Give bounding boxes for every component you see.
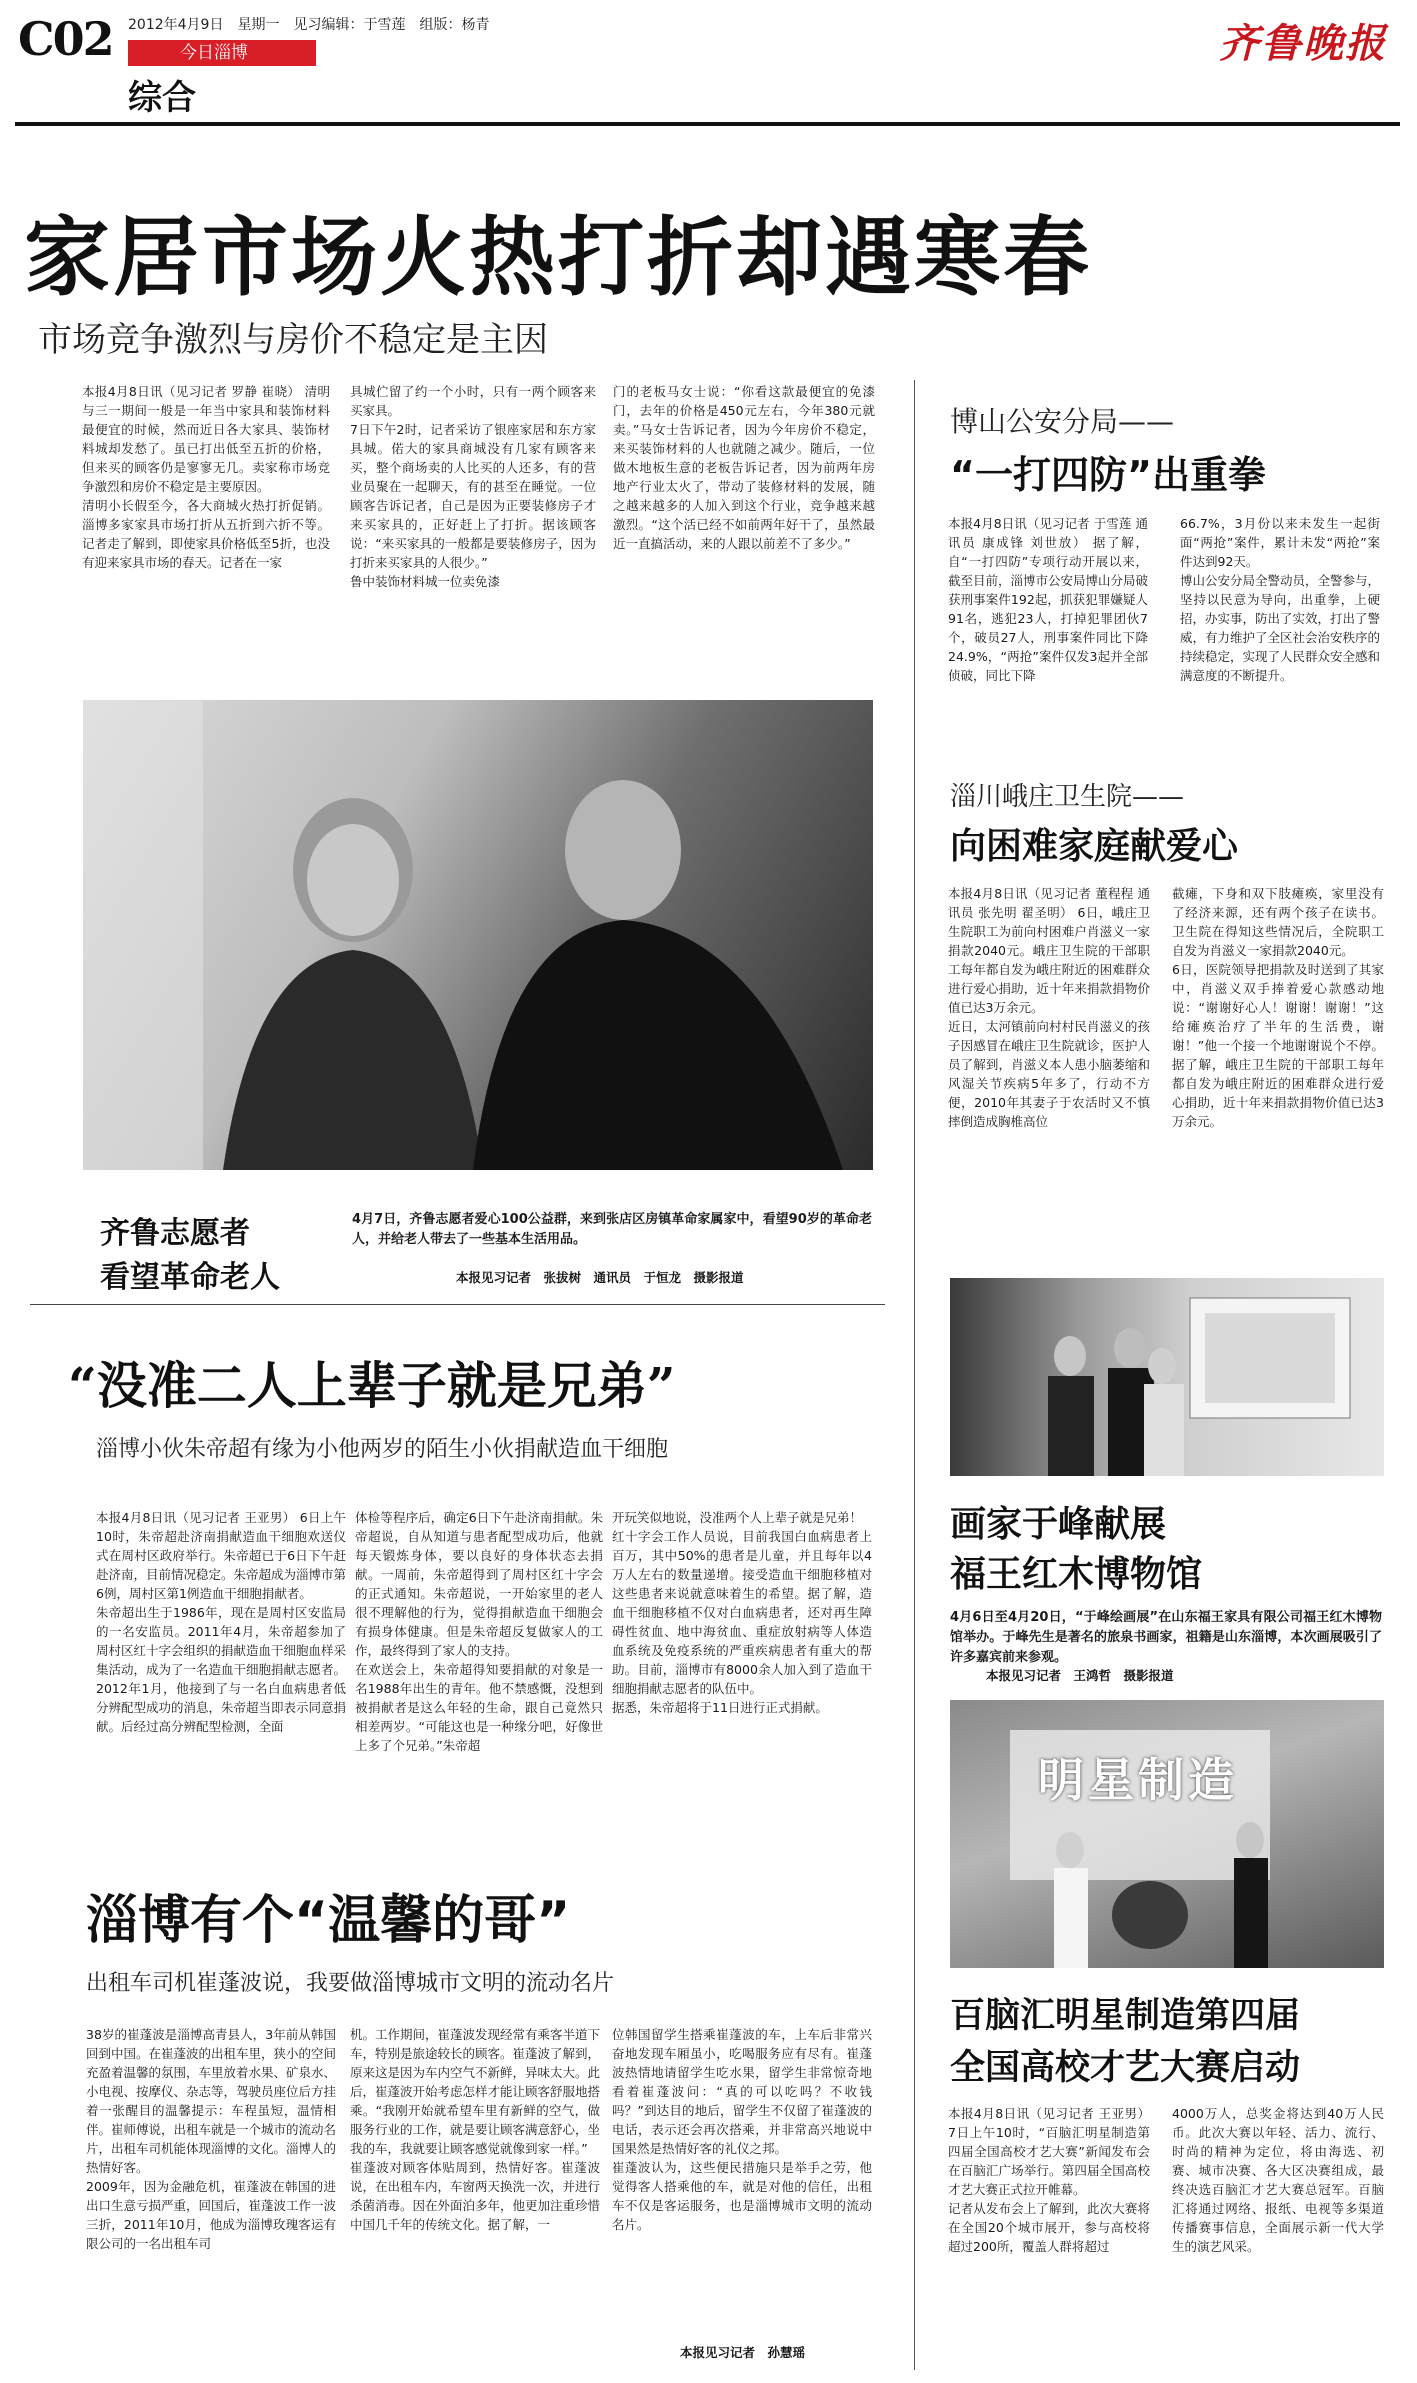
police-col1-text: 本报4月8日讯（见习记者 于雪莲 通讯员 康成锋 刘世放） 据了解，自“一打四防”专项行动开展以来，截至目前，淄博市公安局博山分局破获刑事案件192起，抓获犯罪嫌疑人91名，逃犯23人，打掉犯罪团伙7个，破员27人，刑事案件同比下降24.9%，“两抢”案件仅发3起并全部侦破，同比下降 — [948, 516, 1148, 683]
driver-column-1 — [86, 2025, 336, 2355]
section-name: 综合 — [128, 78, 196, 118]
lead-col3-text: 门的老板马女士说：“你看这款最便宜的免漆门，去年的价格是450元左右，今年380元就卖。”马女士告诉记者，因为今年房价不稳定，来买装饰材料的人也就随之减少。随后，一位做木地板生意的老板告诉记者，因为前两年房地产行业太火了，带动了装修材料的发展，随之越来越多的人加入到这个行业，竞争越来越激烈。“这个活已经不如前两年好干了，虽然最近一直搞活动，来的人跟以前差不了多少。” — [613, 384, 875, 551]
painter-title-line-2: 福王红木博物馆 — [950, 1554, 1203, 1595]
contest-photo-scene — [950, 1700, 1384, 1968]
driver-column-2 — [350, 2025, 600, 2355]
lead-headline: 家居市场火热打折却遇寒春 — [24, 207, 1092, 308]
contest-headline-line-1: 百脑汇明星制造第四届 — [950, 1996, 1301, 2036]
lead-column-1 — [82, 382, 330, 687]
page-code: C02 — [18, 12, 113, 66]
contest-photo — [950, 1700, 1384, 1968]
brothers-headline: “没准二人上辈子就是兄弟” — [68, 1356, 676, 1415]
painter-photo-scene — [950, 1278, 1384, 1476]
lead-subhead: 市场竞争激烈与房价不稳定是主因 — [38, 320, 548, 360]
contest-column-2 — [1172, 2104, 1384, 2372]
clinic-col2-text: 截瘫，下身和双下肢瘫痪，家里没有了经济来源，还有两个孩子在读书。卫生院在得知这些情况后，全院职工自发为肖滋义一家捐款2040元。 6日，医院领导把捐款及时送到了其家中，肖滋义双手捧着爱心款感动地说：“谢谢好心人！谢谢！谢谢！”这给瘫痪治疗了半年的生活费，谢谢！”他一个接一个地谢谢说个不停。据了解，峨庄卫生院的干部职工每年都自发为峨庄附近的困难群众进行爱心捐助，近十年来捐款捐物价值已达3万余元。 — [1172, 886, 1384, 1129]
police-column-1 — [948, 514, 1148, 749]
driver-col2-text: 机。工作期间，崔蓬波发现经常有乘客半道下车，特别是旅途较长的顾客。崔蓬波了解到，原来这是因为车内空气不新鲜，异味太大。此后，崔蓬波开始考虑怎样才能让顾客舒服地搭乘。“我刚开始就希望车里有新鲜的空气，做服务行业的工作，就是要让顾客满意舒心，坐我的车，我就要让顾客感觉就像到家一样。” 崔蓬波对顾客体贴周到，热情好客。崔蓬波说，在出租车内，车窗两天换洗一次，并进行杀菌消毒。因在外面泊多年，他更加注重珍惜中国几千年的传统文化。据了解，一 — [350, 2027, 600, 2232]
police-headline: “一打四防”出重拳 — [950, 453, 1266, 497]
paper-logo: 齐鲁晚报 — [1219, 20, 1387, 67]
contest-headline-line-2: 全国高校才艺大赛启动 — [950, 2048, 1301, 2088]
brothers-column-3 — [612, 1508, 872, 1842]
painter-title-line-1: 画家于峰献展 — [950, 1504, 1167, 1545]
volunteer-caption: 4月7日，齐鲁志愿者爱心100公益群，来到张店区房镇革命家属家中，看望90岁的革命老人，并给老人带去了一些基本生活用品。 — [352, 1212, 872, 1247]
volunteer-photo — [83, 700, 873, 1170]
contest-column-1 — [948, 2104, 1150, 2372]
volunteer-photo-figures — [83, 700, 873, 1170]
driver-subhead: 出租车司机崔蓬波说，我要做淄博城市文明的流动名片 — [86, 1971, 615, 1996]
date-line: 2012年4月9日 星期一 见习编辑：于雪莲 组版：杨青 — [128, 17, 490, 33]
brothers-column-2 — [355, 1508, 603, 1842]
police-col2-text: 66.7%，3月份以来未发生一起街面“两抢”案件，累计未发“两抢”案件达到92天。 博山公安分局全警动员，全警参与，坚持以民意为导向，出重拳，上硬招，办实事，防出了实效，打出了警威，有力维护了全区社会治安秩序的持续稳定，实现了人民群众安全感和满意度的不断提升。 — [1180, 516, 1380, 683]
volunteer-credit: 本报见习记者 张拔树 通讯员 于恒龙 摄影报道 — [456, 1270, 744, 1285]
brothers-col2-text: 体检等程序后，确定6日下午赴济南捐献。朱帝超说，自从知道与患者配型成功后，他就每天锻炼身体，要以良好的身体状态去捐献。一周前，朱帝超得到了周村区红十字会的正式通知。朱帝超说，一开始家里的老人很不理解他的行为，觉得捐献造血干细胞会有损身体健康。但是朱帝超反复做家人的工作，最终得到了家人的支持。 在欢送会上，朱帝超得知要捐献的对象是一名1988年出生的青年。他不禁感慨，没想到被捐献者是这么年轻的生命，跟自己竟然只相差两岁。“可能这也是一种缘分吧，好像世上多了个兄弟。”朱帝超 — [355, 1510, 603, 1753]
painter-photo — [950, 1278, 1384, 1476]
police-kicker: 博山公安分局—— — [950, 405, 1175, 438]
lead-column-2 — [350, 382, 596, 687]
volunteer-title-line-1: 齐鲁志愿者 — [100, 1216, 250, 1251]
driver-column-3 — [612, 2025, 872, 2335]
lead-col2-text: 具城伫留了约一个小时，只有一两个顾客来买家具。 7日下午2时，记者采访了银座家居和东方家具城。偌大的家具商城没有几家有顾客来买，整个商场卖的人比买的人还多，有的营业员聚在一起聊天，有的甚至在睡觉。一位顾客告诉记者，自己是因为正要装修房子才来买家具的，正好赶上了打折。据该顾客说：“来买家具的一般都是要装修房子，因为打折来买家具的人很少。” 鲁中装饰材料城一位卖免漆 — [350, 384, 596, 589]
clinic-col1-text: 本报4月8日讯（见习记者 董程程 通讯员 张先明 翟圣明） 6日，峨庄卫生院职工为前向村困难户肖滋义一家捐款2040元。峨庄卫生院的干部职工每年都自发为峨庄附近的困难群众进行爱心捐助，近十年来捐款捐物价值已达3万余元。 近日，太河镇前向村村民肖滋义的孩子因感冒在峨庄卫生院就诊，医护人员了解到，肖滋义本人患小脑萎缩和风湿关节疾病5年多了，行动不方便，2010年其妻子于农活时又不慎摔倒造成胸椎高位 — [948, 886, 1150, 1129]
right-column-divider — [914, 380, 915, 2370]
driver-col1-text: 38岁的崔蓬波是淄博高青县人，3年前从韩国回到中国。在崔蓬波的出租车里，狭小的空间充盈着温馨的氛围，车里放着水果、矿泉水、小电视、按摩仪、杂志等，驾驶员座位后方挂着一张醒目的温馨提示：车程虽短，温情相伴。崔师傅说，出租车就是一个城市的流动名片，出租车司机能体现淄博的文化。淄博人的热情好客。 2009年，因为金融危机，崔蓬波在韩国的进出口生意亏损严重，回国后，崔蓬波工作一波三折，2011年10月，他成为淄博玫瑰客运有限公司的一名出租车司 — [86, 2027, 336, 2251]
brothers-col1-text: 本报4月8日讯（见习记者 王亚男） 6日上午10时，朱帝超赴济南捐献造血干细胞欢送仪式在周村区政府举行。朱帝超已于6日下午赶赴济南，目前情况稳定。朱帝超成为淄博市第6例，周村区第1例造血干细胞捐献者。 朱帝超出生于1986年，现在是周村区安监局的一名安监员。2011年4月，朱帝超参加了周村区红十字会组织的捐献造血干细胞血样采集活动，成为了一名造血干细胞捐献志愿者。2012年1月，他接到了与一名白血病患者低分辨配型成功的消息，朱帝超当即表示同意捐献。后经过高分辨配型检测，全面 — [96, 1510, 346, 1734]
contest-photo-sign: 明星制造 — [1038, 1753, 1238, 1807]
painter-credit: 本报见习记者 王鸿哲 摄影报道 — [986, 1668, 1174, 1683]
brothers-col3-text: 开玩笑似地说，没准两个人上辈子就是兄弟！ 红十字会工作人员说，目前我国白血病患者上百万，其中50%的患者是儿童，并且每年以4万人左右的数量递增。接受造血干细胞移植对这些患者来说就意味着生的希望。据了解，造血干细胞移植不仅对白血病患者，还对再生障碍性贫血、地中海贫血、重症放射病等人体造血系统及免疫系统的严重疾病患者有重大的帮助。目前，淄博市有8000余人加入到了造血干细胞捐献志愿者的队伍中。 据悉，朱帝超将于11日进行正式捐献。 — [612, 1510, 872, 1715]
painter-caption: 4月6日至4月20日，“于峰绘画展”在山东福王家具有限公司福王红木博物馆举办。于峰先生是著名的旅泉书画家，祖籍是山东淄博，本次画展吸引了许多嘉宾前来参观。 — [950, 1610, 1382, 1665]
contest-col1-text: 本报4月8日讯（见习记者 王亚男） 7日上午10时，“百脑汇明星制造第四届全国高校才艺大赛”新闻发布会在百脑汇广场举行。第四届全国高校才艺大赛正式拉开帷幕。 记者从发布会上了解到，此次大赛将在全国20个城市展开，参与高校将超过200所，覆盖人群将超过 — [948, 2106, 1150, 2254]
clinic-column-2 — [1172, 884, 1384, 1266]
driver-credit: 本报见习记者 孙慧瑶 — [680, 2345, 806, 2360]
contest-col2-text: 4000万人，总奖金将达到40万人民币。此次大赛以年轻、活力、流行、时尚的精神为定位，将由海选、初赛、城市决赛、各大区决赛组成，最终决选百脑汇才艺大赛总冠军。百脑汇将通过网络、报纸、电视等多渠道传播赛事信息，全面展示新一代大学生的演艺风采。 — [1172, 2106, 1384, 2254]
clinic-kicker: 淄川峨庄卫生院—— — [950, 782, 1185, 812]
lead-column-3 — [613, 382, 875, 687]
masthead-rule — [15, 122, 1400, 126]
volunteer-title-line-2: 看望革命老人 — [100, 1260, 280, 1295]
lead-col1-text: 本报4月8日讯（见习记者 罗静 崔晓） 清明与三一期间一般是一年当中家具和装饰材料最便宜的时候，然而近日各大家具、装饰材料城却发愁了。虽已打出低至五折的价格，但来买的顾客仍是寥寥无几。卖家称市场竞争激烈和房价不稳定是主要原因。 清明小长假至今，各大商城火热打折促销。淄博多家家具市场打折从五折到六折不等。记者走了解到，即使家具价格低至5折，也没有迎来家具市场的春天。记者在一家 — [82, 384, 330, 570]
section-tag: 今日淄博 — [128, 40, 316, 66]
driver-col3-text: 位韩国留学生搭乘崔蓬波的车，上车后非常兴奋地发现车厢虽小，吃喝服务应有尽有。崔蓬波热情地请留学生吃水果，留学生非常惊奇地看着崔蓬波问：“真的可以吃吗？不收钱吗？”到达目的地后，留学生不仅留了崔蓬波的电话，表示还会再次搭乘，并非常高兴地说中国果然是热情好客的礼仪之邦。 崔蓬波认为，这些便民措施只是举手之劳，他觉得客人搭乘他的车，就是对他的信任，出租车不仅是客运服务，也是淄博城市文明的流动名片。 — [612, 2027, 872, 2232]
volunteer-bottom-rule — [30, 1304, 885, 1305]
brothers-column-1 — [96, 1508, 346, 1842]
driver-headline: 淄博有个“温馨的哥” — [86, 1891, 571, 1951]
clinic-headline: 向困难家庭献爱心 — [950, 826, 1239, 867]
brothers-subhead: 淄博小伙朱帝超有缘为小他两岁的陌生小伙捐献造血干细胞 — [96, 1437, 669, 1462]
clinic-column-1 — [948, 884, 1150, 1266]
police-column-2 — [1180, 514, 1380, 749]
